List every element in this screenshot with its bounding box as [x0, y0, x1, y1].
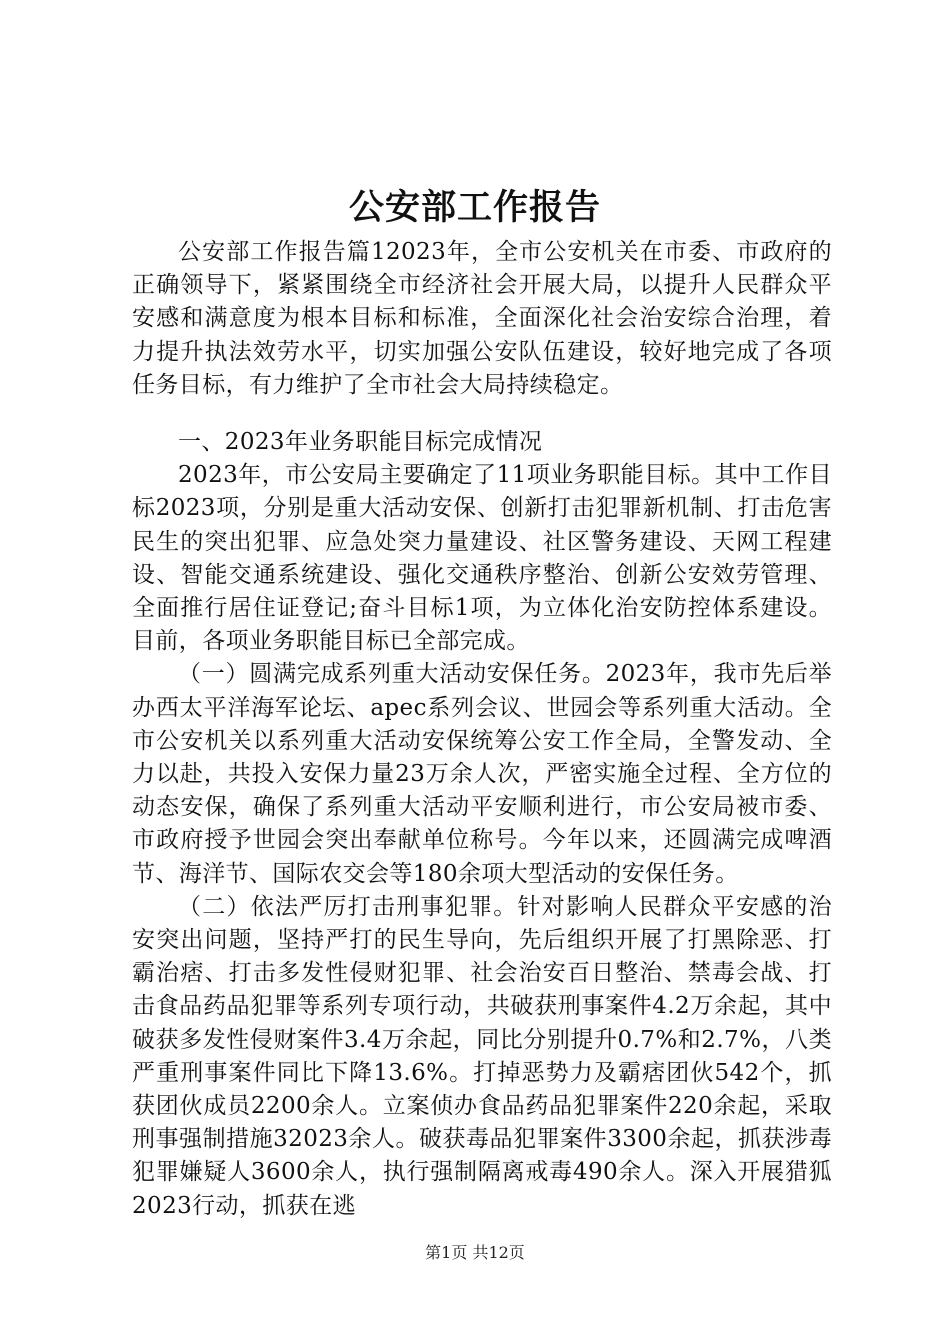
document-body — [132, 236, 832, 1223]
intro-paragraph: 公安部工作报告篇12023年，全市公安机关在市委、市政府的正确领导下，紧紧围绕全市经济社会开展大局，以提升人民群众平安感和满意度为根本目标和标准，全面深化社会治安综合治理，着力提升执法效劳水平，切实加强公安队伍建设，较好地完成了各项任务目标，有力维护了全市社会大局持续稳定。 — [132, 239, 832, 398]
section-heading: 一、2023年业务职能目标完成情况 — [178, 429, 543, 456]
section-paragraph: 2023年，市公安局主要确定了11项业务职能目标。其中工作目标2023项，分别是重大活动安保、创新打击犯罪新机制、打击危害民生的突出犯罪、应急处突力量建设、社区警务建设、天网工程建设、智能交通系统建设、强化交通秩序整治、创新公安效劳管理、全面推行居住证登记;奋斗目标1项，为立体化治安防控体系建设。目前，各项业务职能目标已全部完成。 — [132, 462, 832, 655]
item-two-paragraph: （二）依法严厉打击刑事犯罪。针对影响人民群众平安感的治安突出问题，坚持严打的民生导向，先后组织开展了打黑除恶、打霸治痞、打击多发性侵财犯罪、社会治安百日整治、禁毒会战、打击食品药品犯罪等系列专项行动，共破获刑事案件4.2万余起，其中破获多发性侵财案件3.4万余起，同比分别提升0.7%和2.7%，八类严重刑事案件同比下降13.6%。打掉恶势力及霸痞团伙542个，抓获团伙成员2200余人。立案侦办食品药品犯罪案件220余起，采取刑事强制措施32023余人。破获毒品犯罪案件3300余起，抓获涉毒犯罪嫌疑人3600余人，执行强制隔离戒毒490余人。深入开展猎狐2023行动，抓获在逃 — [132, 893, 832, 1219]
item-one-paragraph: （一）圆满完成系列重大活动安保任务。2023年，我市先后举办西太平洋海军论坛、apec系列会议、世园会等系列重大活动。全市公安机关以系列重大活动安保统筹公安工作全局，全警发动、全力以赴，共投入安保力量23万余人次，严密实施全过程、全方位的动态安保，确保了系列重大活动平安顺利进行，市公安局被市委、市政府授予世园会突出奉献单位称号。今年以来，还圆满完成啤酒节、海洋节、国际农交会等180余项大型活动的安保任务。 — [132, 661, 832, 887]
page-footer: 第1页 共12页 — [425, 1243, 525, 1262]
document-title: 公安部工作报告 — [348, 188, 601, 228]
